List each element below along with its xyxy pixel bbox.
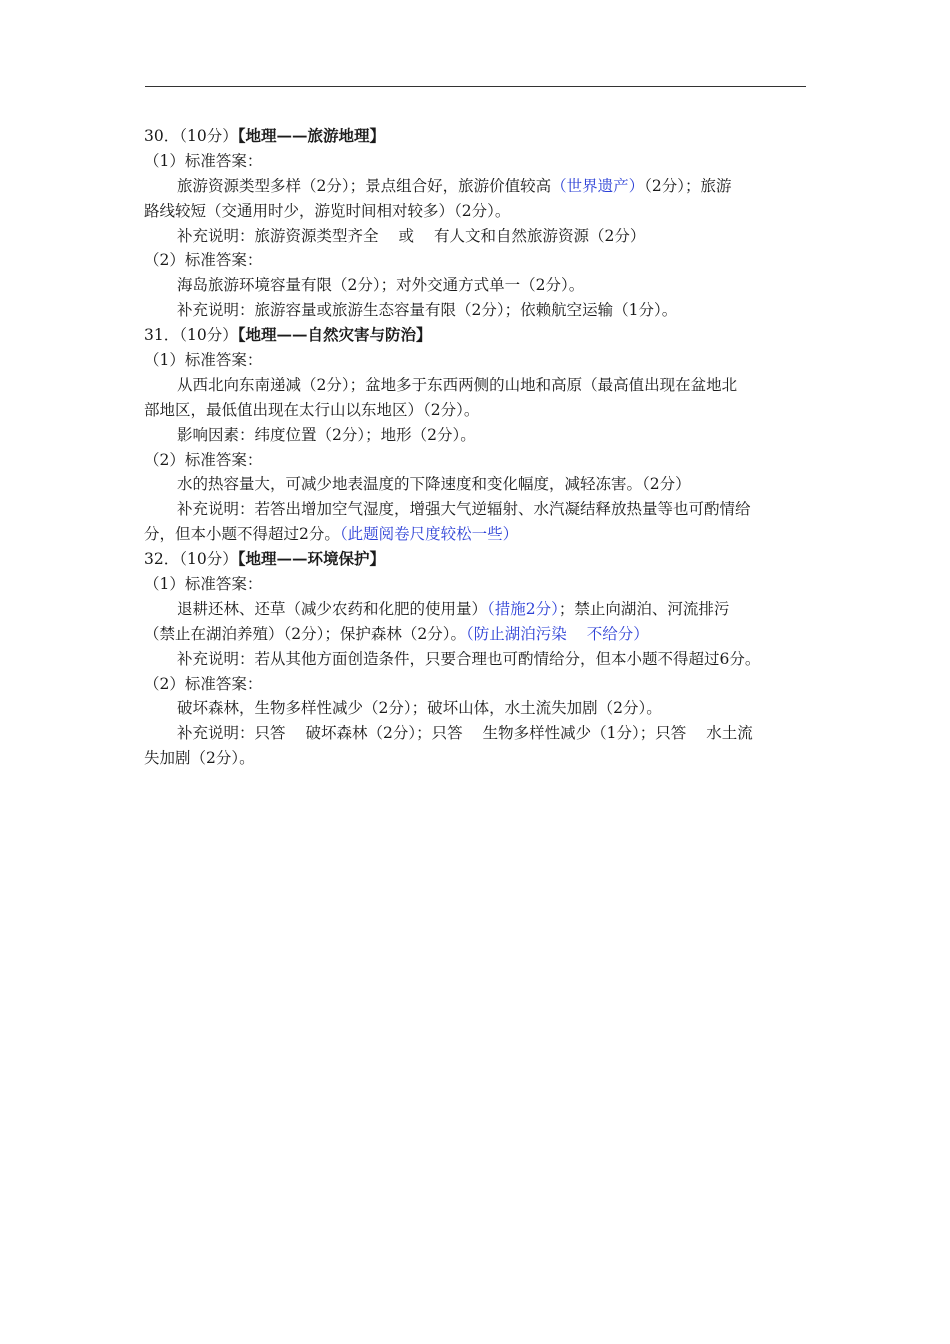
q32-number: 32．（10分） bbox=[144, 550, 238, 569]
q32-part1-answer-line2-text: （禁止在湖泊养殖）（2分）；保护森林（2分）。 bbox=[144, 624, 466, 643]
q30-part1-answer-line2: 路线较短（交通用时少，游览时间相对较多）（2分）。 bbox=[144, 201, 511, 220]
q31-part1-factors: 影响因素：纬度位置（2分）；地形（2分）。 bbox=[177, 425, 476, 444]
q31-part1-answer-line1: 从西北向东南递减（2分）；盆地多于东西两侧的山地和高原（最高值出现在盆地北 bbox=[177, 375, 738, 394]
q31-number: 31．（10分） bbox=[144, 326, 238, 345]
q31-part2-answer: 水的热容量大，可减少地表温度的下降速度和变化幅度，减轻冻害。（2分） bbox=[177, 475, 691, 494]
q32-part1-supplement: 补充说明：若从其他方面创造条件，只要合理也可酌情给分，但本小题不得超过6分。 bbox=[177, 649, 761, 668]
q30-part2-supplement: 补充说明：旅游容量或旅游生态容量有限（2分）；依赖航空运输（1分）。 bbox=[177, 301, 678, 320]
q32-heading bbox=[144, 547, 807, 572]
q31-part1-answer-line2: 部地区，最低值出现在太行山以东地区）（2分）。 bbox=[144, 400, 480, 419]
q30-number: 30．（10分） bbox=[144, 127, 238, 145]
q32-part2-supplement-line1 bbox=[144, 721, 807, 746]
q30-part1-supplement-b: 有人文和自然旅游资源（2分） bbox=[434, 226, 646, 245]
q31-part2-label: （2）标准答案： bbox=[144, 450, 263, 469]
q31-part2-supplement-line1: 补充说明：若答出增加空气湿度，增强大气逆辐射、水汽凝结释放热量等也可酌情给 bbox=[177, 500, 751, 519]
q30-part1-supplement-a: 补充说明：旅游资源类型齐全 bbox=[177, 226, 379, 245]
q30-heading bbox=[144, 124, 807, 149]
q32-part1-note-b: 不给分） bbox=[586, 624, 649, 643]
q32-part1-note-a: （防止湖泊污染 bbox=[465, 624, 567, 643]
q31-part1-label: （1）标准答案： bbox=[144, 351, 263, 370]
q32-part2-supplement-c: 生物多样性减少（1分）；只答 bbox=[482, 724, 687, 743]
q30-part1-answer-text: 旅游资源类型多样（2分）；景点组合好，旅游价值较高 bbox=[177, 176, 552, 195]
q31-part2-supplement-line2 bbox=[144, 522, 807, 547]
q30-part1-supplement-or: 或 bbox=[398, 226, 415, 245]
header-rule bbox=[145, 86, 806, 87]
q31-heading bbox=[144, 323, 807, 348]
q31-part2-annotation: （此题阅卷尺度较松一些） bbox=[339, 525, 519, 544]
q32-part2-supplement-d: 水土流 bbox=[706, 724, 753, 743]
q32-part1-answer-line1 bbox=[144, 597, 807, 622]
q32-part1-label: （1）标准答案： bbox=[144, 575, 263, 594]
q32-part1-answer-end: ；禁止向湖泊、河流排污 bbox=[558, 599, 730, 618]
q32-part2-supplement-line2: 失加剧（2分）。 bbox=[144, 749, 255, 768]
q30-part1-answer-line1 bbox=[144, 174, 807, 199]
q32-title: 【地理——环境保护】 bbox=[237, 549, 385, 569]
q30-part2-answer: 海岛旅游环境容量有限（2分）；对外交通方式单一（2分）。 bbox=[177, 276, 585, 295]
q32-part1-annotation: （措施2分） bbox=[487, 599, 559, 618]
q30-part1-supplement bbox=[144, 224, 807, 249]
q30-part2-label: （2）标准答案： bbox=[144, 251, 263, 270]
q32-part2-label: （2）标准答案： bbox=[144, 674, 263, 693]
q30-part1-answer-end: （2分）；旅游 bbox=[644, 176, 732, 195]
q32-part1-answer-line2 bbox=[144, 622, 807, 647]
answer-key-content bbox=[144, 124, 807, 771]
q32-part1-answer-text: 退耕还林、还草（减少农药和化肥的使用量） bbox=[177, 599, 488, 618]
q31-part2-supplement-text: 分，但本小题不得超过2分。 bbox=[144, 525, 340, 544]
q30-part1-annotation: （世界遗产） bbox=[551, 176, 645, 195]
q32-part2-supplement-b: 破坏森林（2分）；只答 bbox=[305, 724, 463, 743]
q31-title: 【地理——自然灾害与防治】 bbox=[237, 325, 432, 345]
q30-title: 【地理——旅游地理】 bbox=[237, 126, 385, 145]
q32-part2-answer: 破坏森林，生物多样性减少（2分）；破坏山体，水土流失加剧（2分）。 bbox=[177, 699, 662, 718]
q32-part2-supplement-a: 补充说明：只答 bbox=[177, 724, 286, 743]
q30-part1-label: （1）标准答案： bbox=[144, 151, 263, 170]
